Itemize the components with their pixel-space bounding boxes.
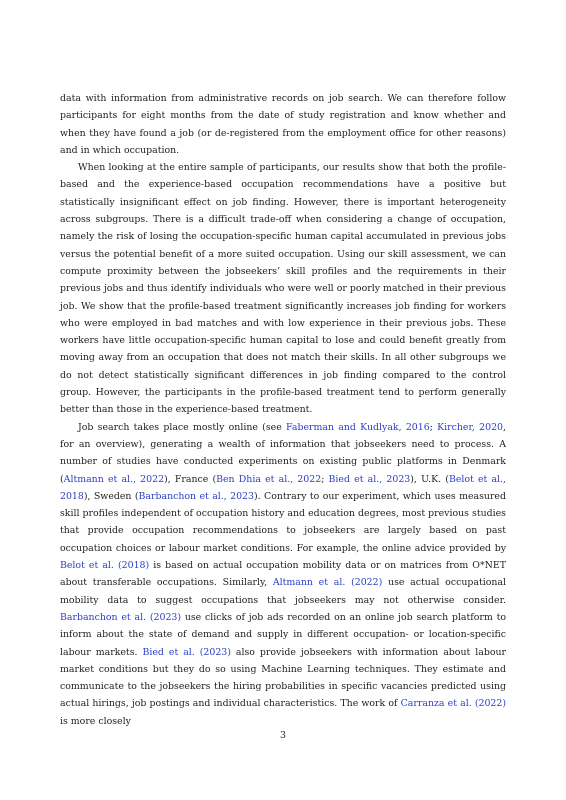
text-segment: ). Contrary to our experiment, which uses measured skill profiles independent of occupation history and education degrees, most previous studies that provide occupation recommendations to jobseekers are largely based on past occupation choices or labour market conditions. For example, the online advice provided by — [60, 490, 506, 554]
text-segment: Job search takes place mostly online (see — [78, 421, 287, 433]
text-segment: is more closely — [60, 715, 131, 727]
citation-link[interactable]: Ben Dhia et al., 2022 — [216, 473, 322, 485]
text-segment: ; — [321, 473, 329, 485]
text-segment: also provide jobseekers with information about labour market conditions but they do so using Machine Learning techniques. They estimate and communicate to the jobseekers the hiring probabilities in specific vacancies predicted using actual hirings, job postings and individual characteristics. The work of — [60, 646, 506, 710]
text-segment: ), France ( — [164, 473, 217, 485]
citation-link[interactable]: Altmann et al., 2022 — [63, 473, 165, 485]
paragraph-results: When looking at the entire sample of participants, our results show that both the profile-based and the experience-based occupation recommendations have a positive but statistically insignificant effect on job finding. However, there is important heterogeneity across subgroups. There is a difficult trade-off when considering a change of occupation, namely the risk of losing the occupation-specific human capital accumulated in previous jobs versus the potential benefit of a more suited occupation. Using our skill assessment, we can compute proximity between the jobseekers’ skill profiles and the requirements in their previous jobs and thus identify individuals who were well or poorly matched in their previous job. We show that the profile-based treatment significantly increases job finding for workers who were employed in bad matches and with low experience in their previous jobs. These workers have little occupation-specific human capital to lose and could benefit greatly from moving away from an occupation that does not match their skills. In all other subgroups we do not detect statistically significant differences in job finding compared to the control group. However, the participants in the profile-based treatment tend to perform generally better than those in the experience-based treatment. — [60, 162, 506, 416]
citation-link[interactable]: Barbanchon et al. (2023) — [60, 611, 182, 623]
paper-body — [60, 90, 506, 730]
citation-link[interactable]: Barbanchon et al., 2023 — [138, 490, 254, 502]
citation-link[interactable]: Carranza et al. (2022) — [400, 698, 506, 710]
citation-link[interactable]: Bied et al. (2023) — [142, 646, 231, 658]
paragraph-data-source: data with information from administrative records on job search. We can therefore follow participants for eight months from the date of study registration and know whether and when they have found a job (or de-registered from the employment office for other reasons) and in which occupation. — [60, 93, 506, 156]
text-segment: , for an overview), generating a wealth of information that jobseekers need to process. A number of studies have conducted experiments on existing public platforms in Denmark ( — [60, 421, 507, 485]
text-segment: ; — [429, 421, 438, 433]
citation-link[interactable]: Faberman and Kudlyak, 2016 — [286, 421, 430, 433]
citation-link[interactable]: Kircher, 2020 — [437, 421, 504, 433]
text-segment: use clicks of job ads recorded on an online job search platform to inform about the state of demand and supply in different occupation- or location-specific labour markets. — [60, 611, 506, 658]
citation-link[interactable]: Belot et al., 2018 — [60, 473, 507, 502]
citation-link[interactable]: Altmann et al. (2022) — [272, 577, 383, 589]
page-number: 3 — [280, 730, 286, 741]
citation-link[interactable]: Belot et al. (2018) — [60, 560, 150, 572]
text-segment: use actual occupational mobility data to suggest occupations that jobseekers may not otherwise consider. — [60, 577, 506, 606]
text-segment: ), U.K. ( — [410, 473, 449, 485]
citation-link[interactable]: Bied et al., 2023 — [328, 473, 411, 485]
text-segment: ), Sweden ( — [83, 490, 139, 502]
text-segment: is based on actual occupation mobility data or on matrices from O*NET about transferable occupations. Similarly, — [60, 560, 506, 589]
paragraph-related-literature — [60, 419, 506, 730]
